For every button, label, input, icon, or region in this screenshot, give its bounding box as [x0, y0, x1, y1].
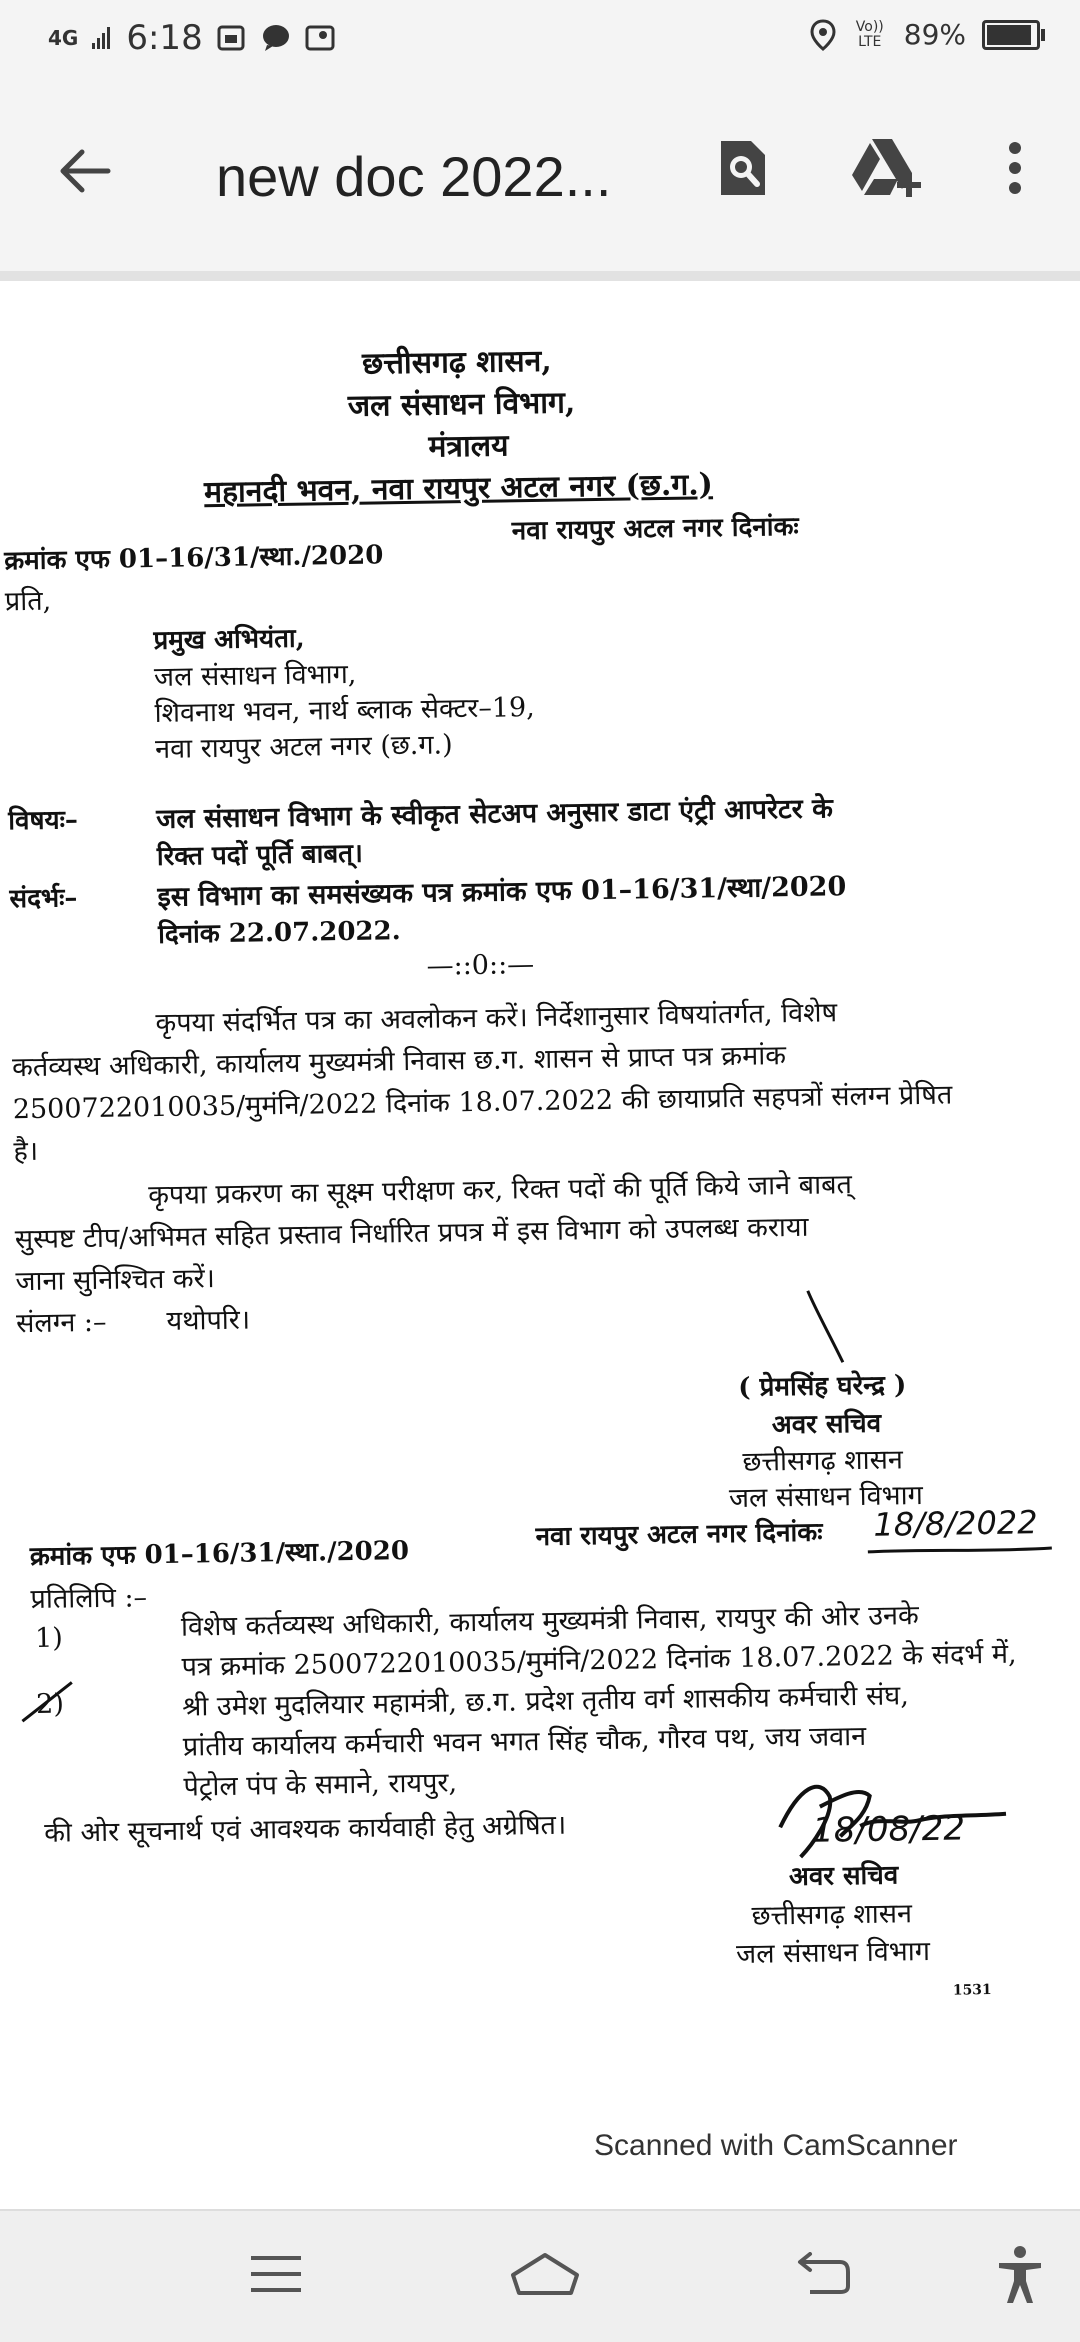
menu-icon [249, 2254, 303, 2294]
more-options-button[interactable] [990, 128, 1040, 208]
status-bar [0, 0, 1080, 86]
signatory2-org-2: जल संसाधन विभाग [735, 1935, 931, 1971]
signature-mark [802, 1286, 853, 1367]
header-line-4: महानदी भवन, नवा रायपुर अटल नगर (छ.ग.) [203, 467, 714, 511]
copy-place-date: नवा रायपुर अटल नगर दिनांकः [535, 1517, 823, 1553]
maps-notification-icon [305, 23, 335, 53]
copy-item-1-line-1: विशेष कर्तव्यस्थ अधिकारी, कार्यालय मुख्यमंत्री निवास, रायपुर की ओर उनके [180, 1600, 919, 1643]
addressee-line-1: प्रमुख अभियंता, [153, 623, 305, 657]
document-title: new doc 2022... [216, 145, 612, 208]
copy-item-2-number: 2) [35, 1688, 65, 1720]
copy-label: प्रतिलिपि :– [30, 1582, 148, 1616]
signatory2-designation: अवर सचिव [788, 1860, 899, 1893]
status-right [810, 18, 1040, 51]
volte-label: Vo)) LTE [855, 18, 884, 50]
prati-label: प्रति, [4, 585, 52, 618]
addressee-line-3: शिवनाथ भवन, नार्थ ब्लाक सेक्टर–19, [154, 692, 535, 729]
checkmark [18, 1676, 79, 1727]
para1-line-4: है। [13, 1135, 39, 1168]
subject-line-1: जल संसाधन विभाग के स्वीकृत सेटअप अनुसार डाटा एंट्री आपरेटर के [156, 793, 834, 835]
arrow-left-icon [58, 148, 112, 194]
more-vert-icon [1007, 141, 1023, 195]
navigation-bar [0, 2209, 1080, 2342]
signatory-org-2: जल संसाधन विभाग [728, 1480, 924, 1515]
place-date: नवा रायपुर अटल नगर दिनांकः [511, 511, 799, 547]
header-line-3: मंत्रालय [428, 428, 509, 465]
clock: 6:18 [126, 18, 203, 58]
enclosure: संलग्न :– यथोपरि। [15, 1304, 251, 1340]
copy-item-1-number: 1) [34, 1622, 64, 1654]
reference-line-2: दिनांक 22.07.2022. [157, 916, 401, 950]
gallery-notification-icon [217, 23, 247, 53]
back-nav-button[interactable] [784, 2239, 864, 2309]
preview-button[interactable] [708, 128, 778, 208]
save-to-drive-button[interactable] [846, 128, 930, 208]
network-type-label: 4G [48, 26, 79, 50]
appbar-divider [0, 271, 1080, 281]
header-line-1: छत्तीसगढ़ शासन, [361, 343, 552, 382]
document-page [0, 281, 1080, 2209]
camscanner-watermark: Scanned with CamScanner [594, 2129, 958, 2162]
document-search-icon [717, 137, 769, 199]
back-button[interactable] [50, 136, 120, 206]
battery-icon [982, 20, 1040, 50]
page-mark: 1531 [952, 1982, 992, 1999]
separator: —::0::— [426, 949, 535, 982]
para2-line-1: कृपया प्रकरण का सूक्ष्म परीक्षण कर, रिक्त पदों की पूर्ति किये जाने बाबत् [147, 1169, 853, 1212]
location-icon [810, 19, 836, 51]
copy-item-2-line-2: प्रांतीय कार्यालय कर्मचारी भवन भगत सिंह चौक, गौरव पथ, जय जवान [182, 1720, 867, 1763]
reference-line-1: इस विभाग का समसंख्यक पत्र क्रमांक एफ 01–16/31/स्था/2020 [157, 871, 847, 913]
menu-button[interactable] [236, 2239, 316, 2309]
handwritten-date: 18/8/2022 [873, 1503, 1038, 1544]
copy-item-2-line-1: श्री उमेश मुदलियार महामंत्री, छ.ग. प्रदेश तृतीय वर्ग शासकीय कर्मचारी संघ, [181, 1680, 910, 1723]
app-bar [0, 86, 1080, 271]
back-nav-icon [796, 2252, 852, 2296]
accessibility-icon [995, 2245, 1045, 2305]
copy-reference-number: क्रमांक एफ 01–16/31/स्था./2020 [29, 1536, 410, 1573]
handwritten-underline [866, 1543, 1056, 1558]
closing-line: की ओर सूचनार्थ एवं आवश्यक कार्यवाही हेतु अग्रेषित। [43, 1809, 567, 1849]
addressee-line-2: जल संसाधन विभाग, [153, 658, 357, 693]
header-line-2: जल संसाधन विभाग, [347, 385, 576, 424]
para2-line-2: सुस्पष्ट टीप/अभिमत सहित प्रस्ताव निर्धारित प्रपत्र में इस विभाग को उपलब्ध कराया [14, 1211, 809, 1256]
signatory2-org-1: छत्तीसगढ़ शासन [751, 1898, 913, 1932]
para1-line-1: कृपया संदर्भित पत्र का अवलोकन करें। निर्देशानुसार विषयांतर्गत, विशेष [155, 997, 838, 1040]
status-left [48, 18, 335, 58]
para2-line-3: जाना सुनिश्चित करें। [15, 1263, 216, 1298]
battery-percent: 89% [903, 18, 966, 51]
message-notification-icon [261, 23, 291, 53]
home-icon [509, 2251, 581, 2297]
copy-item-1-line-2: पत्र क्रमांक 2500722010035/मुमंनि/2022 दिनांक 18.07.2022 के संदर्भ में, [181, 1638, 1017, 1683]
copy-item-2-line-3: पेट्रोल पंप के समाने, रायपुर, [183, 1767, 458, 1803]
reference-number: क्रमांक एफ 01–16/31/स्था./2020 [3, 540, 384, 577]
para1-line-2: कर्तव्यस्थ अधिकारी, कार्यालय मुख्यमंत्री निवास छ.ग. शासन से प्राप्त पत्र क्रमांक [11, 1040, 787, 1084]
drive-add-icon [850, 137, 926, 199]
subject-label: विषयः– [8, 805, 79, 837]
signal-icon [92, 27, 112, 49]
addressee-line-4: नवा रायपुर अटल नगर (छ.ग.) [154, 729, 453, 765]
reference-label: संदर्भः– [9, 883, 78, 915]
signatory-designation: अवर सचिव [771, 1408, 882, 1441]
accessibility-button[interactable] [980, 2235, 1060, 2315]
subject-line-2: रिक्त पदों पूर्ति बाबत्। [156, 838, 364, 872]
signatory-org-1: छत्तीसगढ़ शासन [742, 1444, 904, 1478]
signature-date: 18/08/22 [811, 1808, 966, 1851]
home-button[interactable] [500, 2239, 590, 2309]
para1-line-3: 2500722010035/मुमंनि/2022 दिनांक 18.07.2022 की छायाप्रति सहपत्रों संलग्न प्रेषित [12, 1079, 953, 1126]
signatory-name: ( प्रेमसिंह घरेन्द्र ) [738, 1370, 907, 1403]
